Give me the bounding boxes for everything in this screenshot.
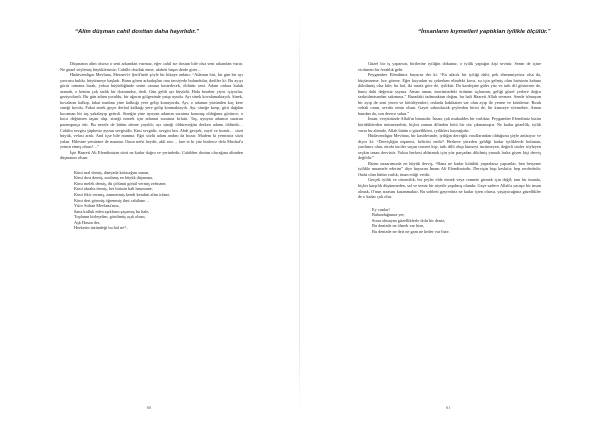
right-paragraph-2: Peygamber Efendimiz buyurur der ki: “En afacık bir iyiliği dahi, pek ehemmiyetsiz olsa da, küçümseme, hor görme. Eğer kuyudan su çekerken elindeki kova, su için gelmiş olan birisinin kabına dökülmüş olsa bile; bu hal, iki tarafa göre de, iyiliktir. Da kardeşine güler yüz ve tatlı dil göstersen de, bunu dahi değersiz sayma. Aman aman, üzerimizdeki örtünün uçlarının, geliği güzel yerlere doğru sarkıtılmasından sakınınız.” Buradaki tadamaktan doğan, bu hali Hazreti Allah sevmez. Sende tılmayan bir ayıp ile seni yeren ve kötüleyenleri, onlarda hakikaten var olan ayıp ile yerme ve kötüleme. Bırak vebali onun, sevabı senin olsun. Gayet sakınılacak şeylerden birisi de, bir kimseye sövmektir. Aman bundan da, son derece sakın.” — [358, 72, 541, 116]
right-verse-line-3: Sonu olmayan güzelliklerle dolu bir deniz, — [372, 217, 446, 223]
left-verse-line-1: Kimi mal demiş, dünyada kalacağını sanan, — [74, 169, 150, 175]
right-paragraph-3: İnsan, veryüzünde Allah'ın binasıdır. İnsan, çok mukaddes bir varlıktır. Peygamber Efendimiz bizim körülüklerden mümezzehtir, hiçbir zaman dilinden kötü bir söz çıkmamıştır. Ne kadar güzellik, iyilik varsa bu alemde, Allah bütün o güzellikleri, iyilikleri kaynağıdır. — [358, 116, 541, 133]
right-verse-line-4: Bu denizde ne ölmek var bize, — [372, 223, 425, 229]
right-paragraph-6: Gerçek iyilik ve cömertlik, bir şeyler elde etmek veya cennete girmek için değil; tam bir imanla, hiçbir karşılık düşünmeden, saf ve temiz bir niyetle yapılmış olandır. Gaye sadece Allah'a yaraşır bir insan olmak, O'nun rızasını kazanmaktır. Bu sohbeti gayretiniz ne kadar içten olursa, yaşayacağınız güzellikler de o kadar çok olur. — [358, 177, 541, 200]
left-paragraph-3: İşte Hazreti Ali Efendimizin sözü ne kadar doğru ve yerindedir. Cahilden dostun olacağına alimden düşmanın olsun. — [60, 149, 243, 161]
left-verse-line-4: Kimi akraba demiş, her birinin hali hasımane, — [74, 186, 153, 192]
right-verse — [358, 207, 541, 235]
left-verse-line-6: Kimi dert görmüş öğrenmiş ilmi cahilane… — [74, 197, 150, 203]
left-verse-line-2: Kimi dost demiş, sonlanış en büyük düşmana, — [74, 175, 154, 181]
right-paragraph-5: Bizim nazarımızda en büyük derviş, “Bana ne kadar kötülük yaparlarsa yapsınlar, ben herşeme iyilikle muamele ederim” diye buyuran İmam Ali Efendimizdir. Dervişin başı keskitir; hep secdededir. Onda olan bütün varlık, iman ettiği verdir. — [358, 160, 541, 177]
left-verse — [60, 170, 243, 231]
right-verse-line-2: Bulunduğunuz yer, — [372, 212, 405, 218]
left-verse-line-11: Herkesin üstündeği bu hal ne?.. — [74, 225, 129, 231]
left-verse-line-3: Kimi melek demiş, dü çölümü gönül vermiş zefmane, — [74, 180, 167, 186]
right-verse-line-5: Bu denizde ne dert ne gam ne keder var bize. — [372, 228, 450, 234]
left-verse-line-10: Aşk Hasan der, — [74, 219, 101, 225]
left-verse-line-8: Sana kulluk eden aşıkların şaşırmış bu hale, — [74, 208, 150, 214]
left-verse-line-7: Yüce Sultan Mevlana'mız, — [74, 203, 120, 209]
right-paragraph-1: Güzel bir iş yaparsın, birilerine iyiliğin dokunur, o iyilik yaptığın kişi sevinir. Senin de içine vicdanen bir ferahlık gelir. — [358, 61, 541, 72]
left-page-number: 60 — [147, 405, 152, 410]
right-page-number: 61 — [446, 405, 451, 410]
left-paragraph-2: Hüdavendigar Mevlana, Mesnevî-i Şerif'inde şöyle bir hikaye anlatır: “Adamın biri, bir gün bir ayı yavrusu buldu, büyütmeye başladı. Bunu gören arkadaşları ona tavsiyede bulundular, dediler ki: Bu ayıyı görür ormana bırak, yoksa büyüdüğünde senin canına kastedecek, öldürür seni. Adam onlara kulak asmadı, o benim çok sadık bir dostumdur, dedi. Gün geldi ayı büyüdü. Hala beraber yiyor içiyorlar, geziyorlardı. Bir gün adam yoruldu, bir ağacın gölgesinde yatıp uyudu. Ayı sinek kovalamaktaydı. Sinek, kovaların kalkıp, fakat inadına yine kalktığı yere gelip konuyordu. Ayı, o adamın yüzünden kaç kere sineği kovdu. Fakat sinek geçer derhal kalktığı yere gelip konmaktaydı. Ayı, sineğe kızıp, gitti dağdan kocaman bir taş yakalayıp getirdi. Sineğin yine uyuyan adamın suratına konmuş olduğunu görünce, o koca değirmen taşını alıp, sineği ezmek için adamın suratına fırlattı. Taş, uyuyan adamın suratını paramparça etti. Bu nesele de bütün aleme yayıldı; ayı sineği öldüreceğim derken adamı öldürdü… Cahilin sevgisi şüphesiz ayının sevgisidir. Kini sevgidir, sevgisi kin. Abdi gevşek, zayıf ve bozuk… sözü büyük, vefası artık. And içse bile manma. Eğri sözlü adam andını da bozar. Madem ki yeminsiz sözü yalan. Hilesine yeminine de manma. Onun nefsi heydir, akli esir… fare et ki yüz binlerce defa Mushaf'a yemin etmiş olsun!…” — [60, 72, 243, 150]
left-verse-line-9: Toplanın birleşelim, görülmüş açık olsun, — [74, 214, 146, 220]
right-verse-line-1: Ey canlar! — [372, 206, 390, 212]
left-page-body — [60, 61, 243, 231]
left-verse-line-5: Kimi fikir vermiş, zanmetmiş kendi kendini alim irfane, — [74, 192, 171, 198]
right-paragraph-4: Hüdavendigar Mevlana, bir kasidesinde, iyiliğin derviğik vasıflarından olduğunu şöyle anlatıyor ve diyor ki: “Dervişliğin nişanesi, belirtisi nedir? Herkese yüreden geldiği kadar iyiliklerde bulunan, yardımcı olan, etrafa inciler saçan comert kişi, tatlı dilli olup kimseyi incitmeyen, değerli sözler söyleyen seçkin insan dervistir. Yoksa herkesi aldatmak için yüz parçadan dikilmiş yamalı hırka giyen kişi derviş değildir.” — [358, 133, 541, 161]
left-paragraph-1: Düşmanın alim olursa o seni arkandan vurmaz, eğer cahil ise dostun bile olsa seni arkandan vurur. Ne güzel söylemiş büyüklerimiz; Cahille dostluk etme, akıbeti başın derde girer… — [60, 61, 243, 72]
right-page-header: “İnsanların kıymetleri yaptıkları iyilikle ölçülür.” — [418, 29, 551, 35]
left-page-header: “Alim düşman cahil dosttan daha hayırlıdır.” — [75, 29, 200, 35]
right-page-body — [358, 61, 541, 234]
right-page — [300, 0, 600, 424]
